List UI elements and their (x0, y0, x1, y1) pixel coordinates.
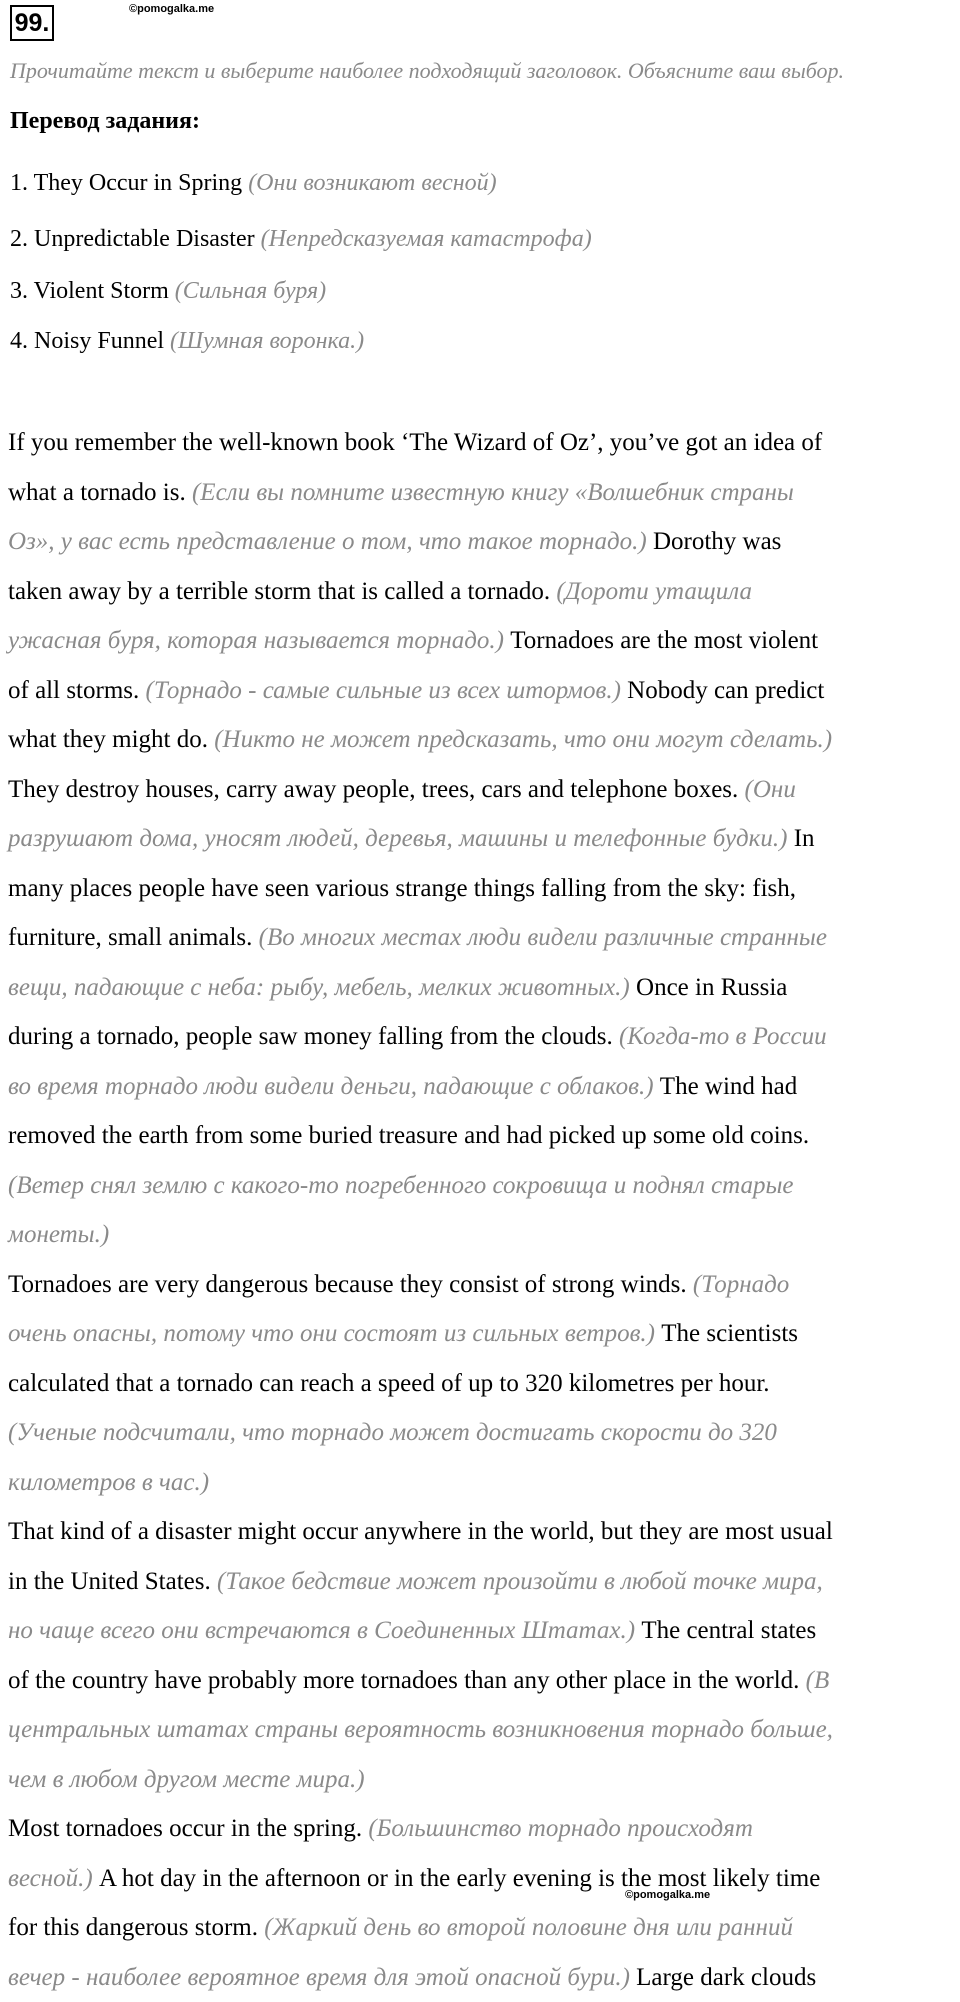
sentence-en: The wind had (659, 1072, 798, 1100)
sentence-ru: (В (805, 1666, 830, 1694)
title-option-4 (10, 328, 364, 355)
sentence-en: That kind of a disaster might occur anywhere in the world, but they are most usual (8, 1518, 833, 1545)
option-en: 1. They Occur in Spring (10, 170, 243, 196)
title-option-3 (10, 278, 326, 305)
sentence-en: Nobody can predict (627, 676, 825, 704)
sentence-ru: чем в любом другом месте мира.) (8, 1765, 365, 1793)
sentence-ru: (Если вы помните известную книгу «Волшебник страны (191, 478, 794, 506)
paragraph-4 (8, 1804, 953, 2002)
sentence-ru: (Торнадо (692, 1270, 790, 1298)
sentence-ru: монеты.) (8, 1221, 110, 1248)
sentence-en: what they might do. (8, 726, 208, 753)
task-instruction: Прочитайте текст и выберите наиболее подходящий заголовок. Объясните ваш выбор. (10, 58, 844, 83)
sentence-ru: Оз», у вас есть представление о том, что такое торнадо.) (8, 528, 647, 555)
option-en: 2. Unpredictable Disaster (10, 226, 255, 252)
sentence-en: Tornadoes are very dangerous because they consist of strong winds. (8, 1270, 687, 1298)
sentence-en: In (793, 825, 815, 852)
sentence-ru: но чаще всего они встречаются в Соединенных Штатах.) (8, 1617, 636, 1644)
title-option-2 (10, 226, 592, 253)
paragraph-1 (8, 418, 953, 1260)
reading-text (8, 418, 953, 2002)
sentence-en: The scientists (661, 1320, 799, 1347)
sentence-en: what a tornado is. (8, 478, 186, 506)
sentence-en: Tornadoes are the most violent (510, 627, 819, 654)
sentence-ru: (Они (744, 775, 796, 803)
sentence-en: The central states (641, 1617, 817, 1644)
sentence-ru: (Ученые подсчитали, что торнадо может достигать скорости до 320 (8, 1419, 777, 1446)
sentence-en: Once in Russia (636, 973, 788, 1001)
sentence-ru: очень опасны, потому что они состоят из сильных ветров.) (8, 1320, 655, 1347)
sentence-en: Large dark clouds (636, 1963, 817, 1991)
sentence-ru: (Большинство торнадо происходят (368, 1815, 753, 1842)
sentence-en: for this dangerous storm. (8, 1914, 258, 1941)
sentence-en: calculated that a tornado can reach a speed of up to 320 kilometres per hour. (8, 1369, 770, 1397)
sentence-en: taken away by a terrible storm that is called a tornado. (8, 577, 551, 605)
sentence-ru: ужасная буря, которая называется торнадо.) (8, 627, 504, 654)
option-ru: (Они возникают весной) (248, 170, 497, 196)
sentence-ru: весной.) (8, 1864, 93, 1892)
sentence-en: of all storms. (8, 676, 140, 704)
watermark-top: ©pomogalka.me (129, 3, 215, 15)
sentence-en: A hot day in the afternoon or in the early evening is the most likely time (98, 1864, 821, 1892)
option-ru: (Сильная буря) (174, 278, 327, 304)
sentence-ru: разрушают дома, уносят людей, деревья, машины и телефонные будки.) (8, 825, 788, 852)
translation-heading: Перевод задания: (10, 108, 200, 134)
sentence-en: If you remember the well-known book ‘The Wizard of Oz’, you’ve got an idea of (8, 429, 823, 456)
sentence-ru: (Во многих местах люди видели различные странные (258, 924, 827, 951)
sentence-ru: (Дороти утащила (556, 577, 752, 605)
sentence-ru: вечер - наиболее вероятное время для этой опасной бури.) (8, 1963, 630, 1991)
sentence-en: many places people have seen various strange things falling from the sky: fish, (8, 874, 796, 902)
watermark-bottom: ©pomogalka.me (625, 1889, 711, 1901)
sentence-ru: (Такое бедствие может произойти в любой точке мира, (217, 1567, 823, 1595)
sentence-en: removed the earth from some buried treasure and had picked up some old coins. (8, 1122, 810, 1149)
sentence-en: They destroy houses, carry away people, trees, cars and telephone boxes. (8, 775, 739, 803)
sentence-en: of the country have probably more tornadoes than any other place in the world. (8, 1666, 800, 1694)
sentence-ru: (Ветер снял землю с какого-то погребенного сокровища и поднял старые (8, 1171, 794, 1199)
sentence-ru: километров в час.) (8, 1468, 210, 1496)
paragraph-2 (8, 1260, 953, 1508)
exercise-number: 99. (10, 5, 54, 41)
sentence-ru: (Жаркий день во второй половине дня или ранний (264, 1914, 793, 1941)
sentence-ru: (Когда-то в России (618, 1023, 827, 1050)
sentence-en: during a tornado, people saw money falling from the clouds. (8, 1023, 613, 1050)
option-en: 3. Violent Storm (10, 278, 169, 304)
option-en: 4. Noisy Funnel (10, 328, 171, 354)
paragraph-3 (8, 1507, 953, 1804)
sentence-en: Most tornadoes occur in the spring. (8, 1815, 363, 1842)
title-option-1 (10, 170, 497, 197)
sentence-en: Dorothy was (652, 528, 782, 555)
sentence-ru: вещи, падающие с неба: рыбу, мебель, мелких животных.) (8, 973, 630, 1001)
sentence-en: in the United States. (8, 1567, 211, 1595)
option-ru: (Непредсказуемая катастрофа) (260, 226, 592, 252)
sentence-ru: во время торнадо люди видели деньги, падающие с облаков.) (8, 1072, 654, 1100)
option-ru: (Шумная воронка.) (170, 328, 365, 354)
sentence-en: furniture, small animals. (8, 924, 253, 951)
sentence-ru: (Никто не может предсказать, что они могут сделать.) (214, 726, 833, 753)
sentence-ru: центральных штатах страны вероятность возникновения торнадо больше, (8, 1716, 833, 1743)
sentence-ru: (Торнадо - самые сильные из всех штормов.) (145, 676, 621, 704)
